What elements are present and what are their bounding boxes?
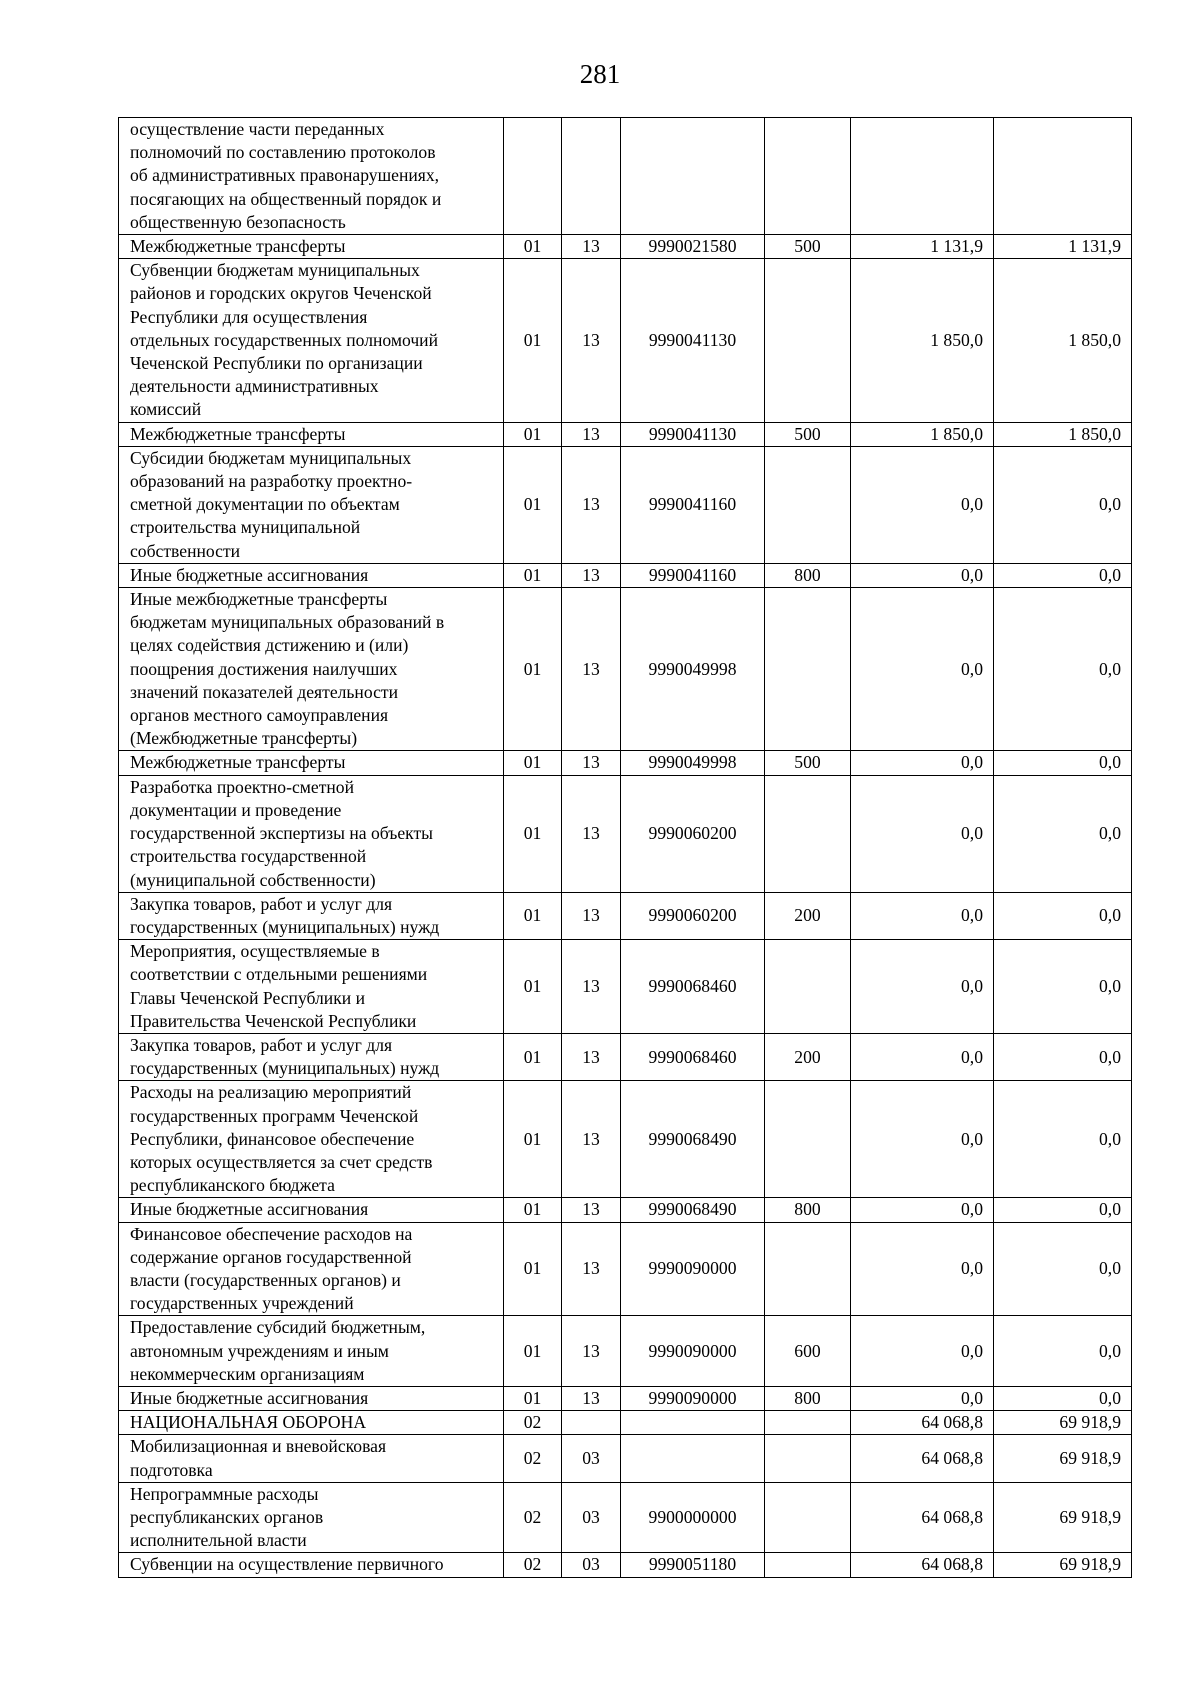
cell-expense-type: 800 bbox=[765, 563, 851, 587]
cell-subsection: 13 bbox=[562, 775, 621, 892]
cell-section: 01 bbox=[504, 1198, 562, 1222]
cell-expense-type: 600 bbox=[765, 1316, 851, 1387]
cell-amount-2: 0,0 bbox=[994, 1081, 1132, 1198]
cell-amount-1: 64 068,8 bbox=[851, 1435, 994, 1482]
cell-amount-1: 0,0 bbox=[851, 1386, 994, 1410]
cell-amount-1: 64 068,8 bbox=[851, 1411, 994, 1435]
table-row bbox=[119, 1435, 1132, 1482]
cell-subsection: 13 bbox=[562, 1198, 621, 1222]
cell-target-article: 9990090000 bbox=[621, 1316, 765, 1387]
cell-name: Иные межбюджетные трансферты бюджетам муниципальных образований в целях содействия дстижению и (или) поощрения достижения наилучших значений показателей деятельности органов местного самоуправления (Межбюджетные трансферты) bbox=[119, 588, 504, 751]
cell-target-article: 9990090000 bbox=[621, 1222, 765, 1316]
cell-amount-2: 69 918,9 bbox=[994, 1435, 1132, 1482]
page-number: 281 bbox=[579, 59, 621, 89]
cell-expense-type: 200 bbox=[765, 892, 851, 939]
cell-subsection: 13 bbox=[562, 751, 621, 775]
cell-expense-type: 800 bbox=[765, 1198, 851, 1222]
cell-name: Мобилизационная и вневойсковая подготовка bbox=[119, 1435, 504, 1482]
cell-target-article: 9990068460 bbox=[621, 940, 765, 1034]
cell-name: Межбюджетные трансферты bbox=[119, 422, 504, 446]
cell-expense-type bbox=[765, 588, 851, 751]
cell-amount-2: 0,0 bbox=[994, 1033, 1132, 1080]
cell-amount-1: 1 850,0 bbox=[851, 422, 994, 446]
cell-expense-type bbox=[765, 1222, 851, 1316]
table-row bbox=[119, 1081, 1132, 1198]
cell-expense-type bbox=[765, 775, 851, 892]
cell-amount-1: 0,0 bbox=[851, 751, 994, 775]
cell-expense-type bbox=[765, 1411, 851, 1435]
cell-target-article: 9990041160 bbox=[621, 446, 765, 563]
cell-name: Субвенции бюджетам муниципальных районов и городских округов Чеченской Республики для осуществления отдельных государственных полномочий Чеченской Республики по организации деятельности административных комиссий bbox=[119, 259, 504, 422]
cell-amount-1: 0,0 bbox=[851, 775, 994, 892]
cell-name: осуществление части переданных полномочий по составлению протоколов об административных правонарушениях, посягающих на общественный порядок и общественную безопасность bbox=[119, 118, 504, 235]
cell-expense-type: 500 bbox=[765, 422, 851, 446]
cell-target-article: 9990090000 bbox=[621, 1386, 765, 1410]
cell-name: Предоставление субсидий бюджетным, автономным учреждениям и иным некоммерческим организациям bbox=[119, 1316, 504, 1387]
cell-section: 01 bbox=[504, 563, 562, 587]
cell-expense-type: 800 bbox=[765, 1386, 851, 1410]
cell-section: 01 bbox=[504, 751, 562, 775]
cell-amount-2: 69 918,9 bbox=[994, 1553, 1132, 1577]
cell-amount-2: 0,0 bbox=[994, 940, 1132, 1034]
cell-section: 01 bbox=[504, 940, 562, 1034]
cell-amount-1 bbox=[851, 118, 994, 235]
cell-amount-1: 0,0 bbox=[851, 940, 994, 1034]
cell-amount-1: 0,0 bbox=[851, 446, 994, 563]
cell-section: 01 bbox=[504, 446, 562, 563]
cell-section: 02 bbox=[504, 1553, 562, 1577]
cell-target-article: 9990049998 bbox=[621, 751, 765, 775]
cell-section: 01 bbox=[504, 1222, 562, 1316]
cell-subsection: 13 bbox=[562, 563, 621, 587]
cell-amount-1: 0,0 bbox=[851, 1033, 994, 1080]
cell-target-article: 9990060200 bbox=[621, 775, 765, 892]
table-row bbox=[119, 1482, 1132, 1553]
cell-subsection: 13 bbox=[562, 259, 621, 422]
budget-table bbox=[118, 117, 1132, 1578]
cell-amount-1: 64 068,8 bbox=[851, 1482, 994, 1553]
cell-amount-2: 0,0 bbox=[994, 892, 1132, 939]
cell-section: 01 bbox=[504, 235, 562, 259]
cell-amount-2: 69 918,9 bbox=[994, 1482, 1132, 1553]
cell-section: 01 bbox=[504, 1386, 562, 1410]
cell-subsection: 03 bbox=[562, 1482, 621, 1553]
cell-name: Финансовое обеспечение расходов на содержание органов государственной власти (государственных органов) и государственных учреждений bbox=[119, 1222, 504, 1316]
cell-name: Закупка товаров, работ и услуг для государственных (муниципальных) нужд bbox=[119, 892, 504, 939]
cell-target-article: 9990068490 bbox=[621, 1198, 765, 1222]
table-body bbox=[119, 118, 1132, 1578]
table-row bbox=[119, 892, 1132, 939]
table-row bbox=[119, 446, 1132, 563]
cell-amount-1: 1 131,9 bbox=[851, 235, 994, 259]
cell-name: Межбюджетные трансферты bbox=[119, 751, 504, 775]
table-row bbox=[119, 1553, 1132, 1577]
table-row bbox=[119, 1198, 1132, 1222]
table-row bbox=[119, 940, 1132, 1034]
cell-subsection: 03 bbox=[562, 1435, 621, 1482]
table-row bbox=[119, 588, 1132, 751]
cell-subsection: 13 bbox=[562, 1386, 621, 1410]
cell-subsection: 13 bbox=[562, 1081, 621, 1198]
cell-amount-1: 0,0 bbox=[851, 588, 994, 751]
cell-amount-2: 0,0 bbox=[994, 563, 1132, 587]
cell-expense-type: 500 bbox=[765, 235, 851, 259]
cell-amount-1: 64 068,8 bbox=[851, 1553, 994, 1577]
cell-section: 02 bbox=[504, 1411, 562, 1435]
cell-target-article: 9990041160 bbox=[621, 563, 765, 587]
table-row bbox=[119, 422, 1132, 446]
cell-section bbox=[504, 118, 562, 235]
cell-amount-2 bbox=[994, 118, 1132, 235]
cell-subsection: 13 bbox=[562, 1033, 621, 1080]
cell-amount-1: 0,0 bbox=[851, 1198, 994, 1222]
cell-section: 01 bbox=[504, 892, 562, 939]
cell-amount-2: 1 850,0 bbox=[994, 422, 1132, 446]
cell-subsection: 13 bbox=[562, 446, 621, 563]
cell-amount-2: 1 850,0 bbox=[994, 259, 1132, 422]
cell-expense-type bbox=[765, 259, 851, 422]
cell-name: Закупка товаров, работ и услуг для государственных (муниципальных) нужд bbox=[119, 1033, 504, 1080]
cell-subsection: 13 bbox=[562, 1222, 621, 1316]
table-row bbox=[119, 1316, 1132, 1387]
cell-amount-2: 0,0 bbox=[994, 1222, 1132, 1316]
cell-expense-type bbox=[765, 1482, 851, 1553]
cell-amount-2: 0,0 bbox=[994, 1386, 1132, 1410]
cell-name: Иные бюджетные ассигнования bbox=[119, 1198, 504, 1222]
cell-section: 01 bbox=[504, 588, 562, 751]
cell-amount-2: 0,0 bbox=[994, 446, 1132, 563]
cell-subsection bbox=[562, 1411, 621, 1435]
cell-expense-type: 200 bbox=[765, 1033, 851, 1080]
cell-amount-2: 0,0 bbox=[994, 775, 1132, 892]
cell-expense-type bbox=[765, 1081, 851, 1198]
table-row bbox=[119, 563, 1132, 587]
cell-name: Непрограммные расходы республиканских органов исполнительной власти bbox=[119, 1482, 504, 1553]
cell-expense-type: 500 bbox=[765, 751, 851, 775]
cell-target-article: 9990041130 bbox=[621, 422, 765, 446]
cell-name: Иные бюджетные ассигнования bbox=[119, 563, 504, 587]
cell-expense-type bbox=[765, 1553, 851, 1577]
cell-target-article: 9990021580 bbox=[621, 235, 765, 259]
cell-target-article: 9990068460 bbox=[621, 1033, 765, 1080]
cell-amount-2: 1 131,9 bbox=[994, 235, 1132, 259]
cell-target-article: 9990049998 bbox=[621, 588, 765, 751]
cell-target-article: 9990051180 bbox=[621, 1553, 765, 1577]
cell-name: Расходы на реализацию мероприятий государственных программ Чеченской Республики, финансовое обеспечение которых осуществляется за счет средств республиканского бюджета bbox=[119, 1081, 504, 1198]
cell-amount-1: 0,0 bbox=[851, 1316, 994, 1387]
table-row bbox=[119, 775, 1132, 892]
cell-subsection: 13 bbox=[562, 235, 621, 259]
cell-target-article: 9990068490 bbox=[621, 1081, 765, 1198]
cell-name: Субсидии бюджетам муниципальных образований на разработку проектно- сметной документации по объектам строительства муниципальной собственности bbox=[119, 446, 504, 563]
cell-target-article: 9990060200 bbox=[621, 892, 765, 939]
cell-target-article: 9990041130 bbox=[621, 259, 765, 422]
table-row bbox=[119, 1033, 1132, 1080]
cell-name: Иные бюджетные ассигнования bbox=[119, 1386, 504, 1410]
cell-section: 01 bbox=[504, 422, 562, 446]
cell-amount-1: 0,0 bbox=[851, 563, 994, 587]
cell-amount-1: 1 850,0 bbox=[851, 259, 994, 422]
cell-name: Разработка проектно-сметной документации и проведение государственной экспертизы на объекты строительства государственной (муниципальной собственности) bbox=[119, 775, 504, 892]
cell-target-article: 9900000000 bbox=[621, 1482, 765, 1553]
cell-amount-2: 0,0 bbox=[994, 1198, 1132, 1222]
cell-expense-type bbox=[765, 940, 851, 1034]
table-row bbox=[119, 751, 1132, 775]
table-row bbox=[119, 1222, 1132, 1316]
cell-subsection: 13 bbox=[562, 940, 621, 1034]
cell-expense-type bbox=[765, 118, 851, 235]
table-row bbox=[119, 259, 1132, 422]
cell-name: НАЦИОНАЛЬНАЯ ОБОРОНА bbox=[119, 1411, 504, 1435]
cell-name: Мероприятия, осуществляемые в соответствии с отдельными решениями Главы Чеченской Республики и Правительства Чеченской Республики bbox=[119, 940, 504, 1034]
cell-subsection: 13 bbox=[562, 1316, 621, 1387]
cell-section: 02 bbox=[504, 1482, 562, 1553]
cell-section: 01 bbox=[504, 1033, 562, 1080]
table-row bbox=[119, 118, 1132, 235]
cell-subsection: 13 bbox=[562, 588, 621, 751]
cell-section: 01 bbox=[504, 1081, 562, 1198]
cell-target-article bbox=[621, 118, 765, 235]
cell-amount-1: 0,0 bbox=[851, 892, 994, 939]
cell-amount-2: 0,0 bbox=[994, 751, 1132, 775]
cell-section: 01 bbox=[504, 1316, 562, 1387]
table-row bbox=[119, 1386, 1132, 1410]
cell-amount-2: 69 918,9 bbox=[994, 1411, 1132, 1435]
cell-subsection: 03 bbox=[562, 1553, 621, 1577]
cell-subsection bbox=[562, 118, 621, 235]
cell-section: 01 bbox=[504, 259, 562, 422]
cell-amount-2: 0,0 bbox=[994, 588, 1132, 751]
cell-subsection: 13 bbox=[562, 892, 621, 939]
cell-section: 01 bbox=[504, 775, 562, 892]
cell-expense-type bbox=[765, 446, 851, 563]
cell-name: Межбюджетные трансферты bbox=[119, 235, 504, 259]
cell-amount-2: 0,0 bbox=[994, 1316, 1132, 1387]
cell-section: 02 bbox=[504, 1435, 562, 1482]
cell-name: Субвенции на осуществление первичного bbox=[119, 1553, 504, 1577]
cell-target-article bbox=[621, 1435, 765, 1482]
cell-expense-type bbox=[765, 1435, 851, 1482]
table-row bbox=[119, 235, 1132, 259]
cell-target-article bbox=[621, 1411, 765, 1435]
cell-amount-1: 0,0 bbox=[851, 1081, 994, 1198]
cell-amount-1: 0,0 bbox=[851, 1222, 994, 1316]
cell-subsection: 13 bbox=[562, 422, 621, 446]
table-row bbox=[119, 1411, 1132, 1435]
